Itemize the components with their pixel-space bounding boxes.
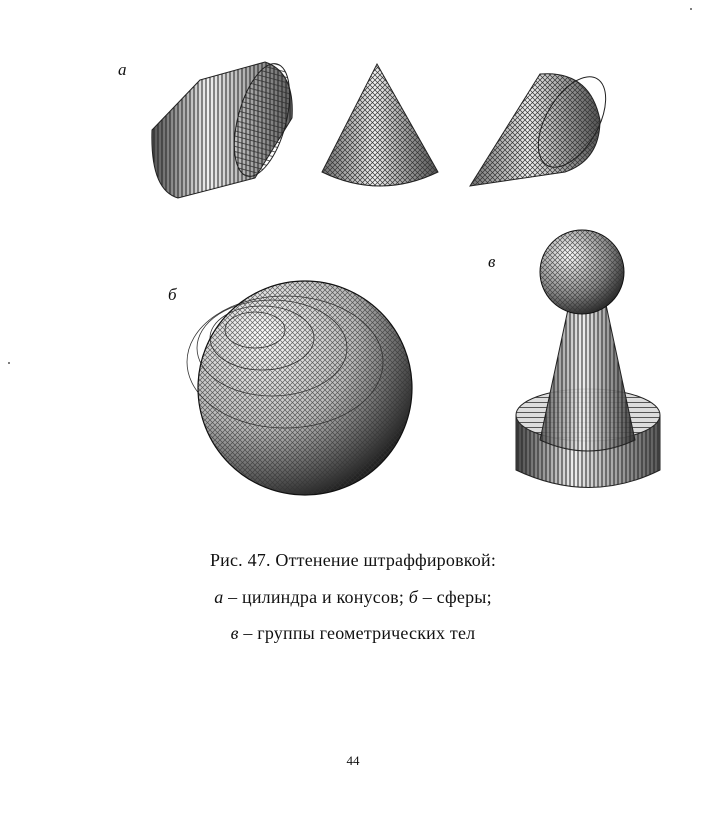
tilted-cone-figure: [470, 66, 620, 186]
figure-label-v: в: [488, 252, 496, 271]
caption-label-v: в: [230, 623, 239, 643]
pawn-group-figure: [516, 230, 660, 488]
caption-label-a: а: [214, 587, 224, 607]
caption-label-b: б: [408, 587, 419, 607]
figure-label-b: б: [168, 285, 177, 304]
caption-line-3: [0, 623, 706, 644]
caption-text-b: – сферы;: [418, 587, 492, 607]
caption-text-v: – группы геометрических тел: [238, 623, 476, 643]
sphere-figure: [187, 281, 412, 495]
cone-figure: [322, 64, 438, 186]
caption-line-2: [0, 587, 706, 608]
figure-label-a: а: [118, 60, 127, 79]
scan-speck: [8, 362, 10, 364]
caption-line-1: Рис. 47. Оттенение штраффировкой:: [209, 550, 497, 570]
scan-speck: [690, 8, 692, 10]
page-number: 44: [346, 753, 360, 768]
cylinder-figure: [152, 58, 300, 198]
caption-text-a: – цилиндра и конусов;: [223, 587, 409, 607]
